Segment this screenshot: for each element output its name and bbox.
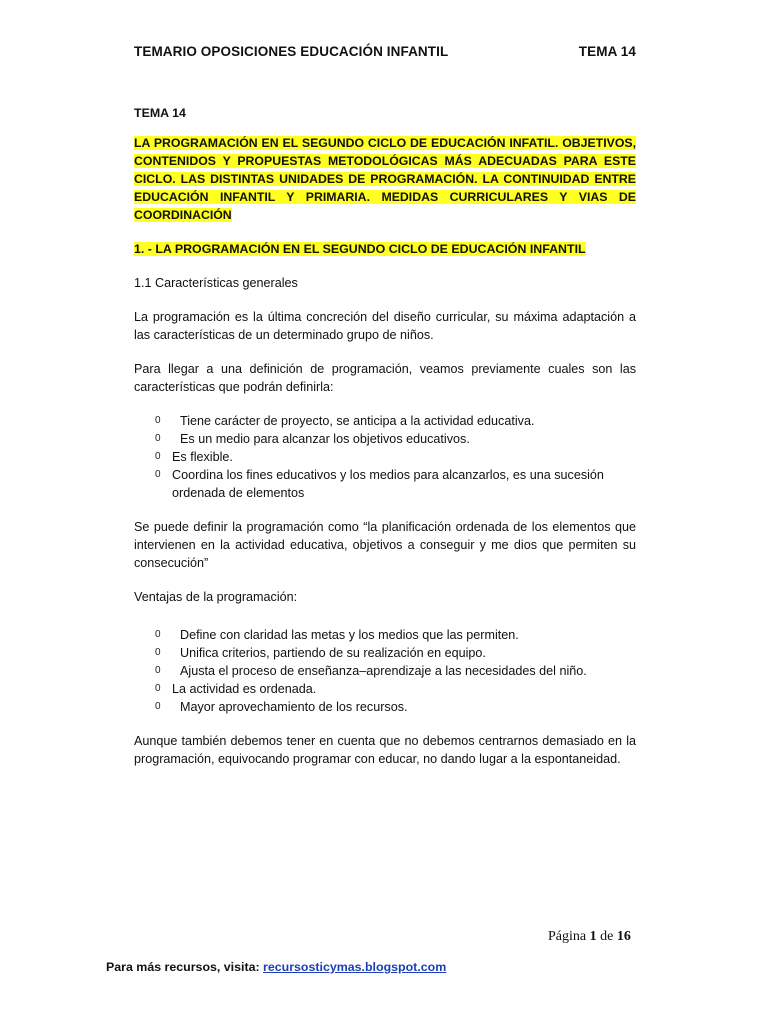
- list-item: [134, 680, 636, 698]
- page-number-total: 16: [616, 929, 631, 944]
- list-item-text: Ajusta el proceso de enseñanza–aprendizaje a las necesidades del niño.: [180, 664, 587, 678]
- bullet-icon: 0: [155, 647, 161, 658]
- list-item-text: Tiene carácter de proyecto, se anticipa a la actividad educativa.: [180, 414, 535, 428]
- topic-title: [134, 134, 636, 224]
- footer-text: Para más recursos, visita:: [106, 960, 264, 974]
- list-item-text: Unifica criterios, partiendo de su realización en equipo.: [180, 646, 486, 660]
- paragraph-2: Para llegar a una definición de programación, veamos previamente cuales son las características que podrán definirla:: [134, 362, 636, 394]
- page-number-current: 1: [589, 929, 597, 944]
- list-item-text: Es un medio para alcanzar los objetivos educativos.: [180, 432, 470, 446]
- paragraph-3: Se puede definir la programación como “la planificación ordenada de los elementos que intervienen en la actividad educativa, objetivos a conseguir y me dios que permiten su consecución”: [134, 520, 636, 570]
- page-number-prefix: Página: [548, 929, 590, 944]
- subsection-1-1-title: 1.1 Características generales: [134, 276, 298, 290]
- list-item: [134, 644, 636, 662]
- topic-title-text: LA PROGRAMACIÓN EN EL SEGUNDO CICLO DE EDUCACIÓN INFATIL. OBJETIVOS, CONTENIDOS Y PROPUESTAS METODOLÓGICAS MÁS ADECUADAS PARA ESTE CICLO. LAS DISTINTAS UNIDADES DE PROGRAMACIÓN. LA CONTINUIDAD ENTRE EDUCACIÓN INFANTIL Y PRIMARIA. MEDIDAS CURRICULARES Y VIAS DE COORDINACIÓN: [134, 136, 636, 222]
- page-footer: [106, 960, 446, 974]
- bullet-icon: 0: [155, 451, 161, 462]
- advantages-label: Ventajas de la programación:: [134, 590, 298, 604]
- header-title: TEMARIO OPOSICIONES EDUCACIÓN INFANTIL: [134, 44, 449, 59]
- list-item-text: Mayor aprovechamiento de los recursos.: [180, 700, 408, 714]
- bullet-icon: 0: [155, 665, 161, 676]
- page-header: [134, 44, 636, 64]
- list-item: [134, 466, 636, 502]
- page-number-separator: de: [596, 929, 617, 944]
- list-item-text: La actividad es ordenada.: [172, 682, 317, 696]
- list-item: [134, 412, 636, 430]
- paragraph-1: La programación es la última concreción del diseño curricular, su máxima adaptación a las características de un determinado grupo de niños.: [134, 310, 636, 342]
- list-item: [134, 626, 636, 644]
- footer-link[interactable]: recursosticymas.blogspot.com: [263, 960, 447, 974]
- tema-label: TEMA 14: [134, 106, 186, 120]
- list-item: [134, 662, 636, 680]
- bullet-icon: 0: [155, 683, 161, 694]
- list-item-text: Coordina los fines educativos y los medios para alcanzarlos, es una sucesión ordenada de elementos: [172, 468, 604, 500]
- page-number: [548, 929, 631, 945]
- bullet-icon: 0: [155, 433, 161, 444]
- list-item: [134, 448, 636, 466]
- document-body: [134, 104, 636, 784]
- list-item: [134, 430, 636, 448]
- list-item-text: Es flexible.: [172, 450, 233, 464]
- list-item-text: Define con claridad las metas y los medios que las permiten.: [180, 628, 519, 642]
- header-tema: TEMA 14: [578, 44, 636, 59]
- bullet-icon: 0: [155, 629, 161, 640]
- bullet-icon: 0: [155, 469, 161, 480]
- paragraph-4: Aunque también debemos tener en cuenta que no debemos centrarnos demasiado en la programación, equivocando programar con educar, no dando lugar a la espontaneidad.: [134, 734, 636, 766]
- bullet-icon: 0: [155, 701, 161, 712]
- list-item: [134, 698, 636, 716]
- bullet-icon: 0: [155, 415, 161, 426]
- section-1-title: [134, 240, 636, 258]
- section-1-title-text: 1. - LA PROGRAMACIÓN EN EL SEGUNDO CICLO DE EDUCACIÓN INFANTIL: [134, 242, 586, 256]
- advantages-list: [134, 626, 636, 716]
- characteristics-list: [134, 412, 636, 502]
